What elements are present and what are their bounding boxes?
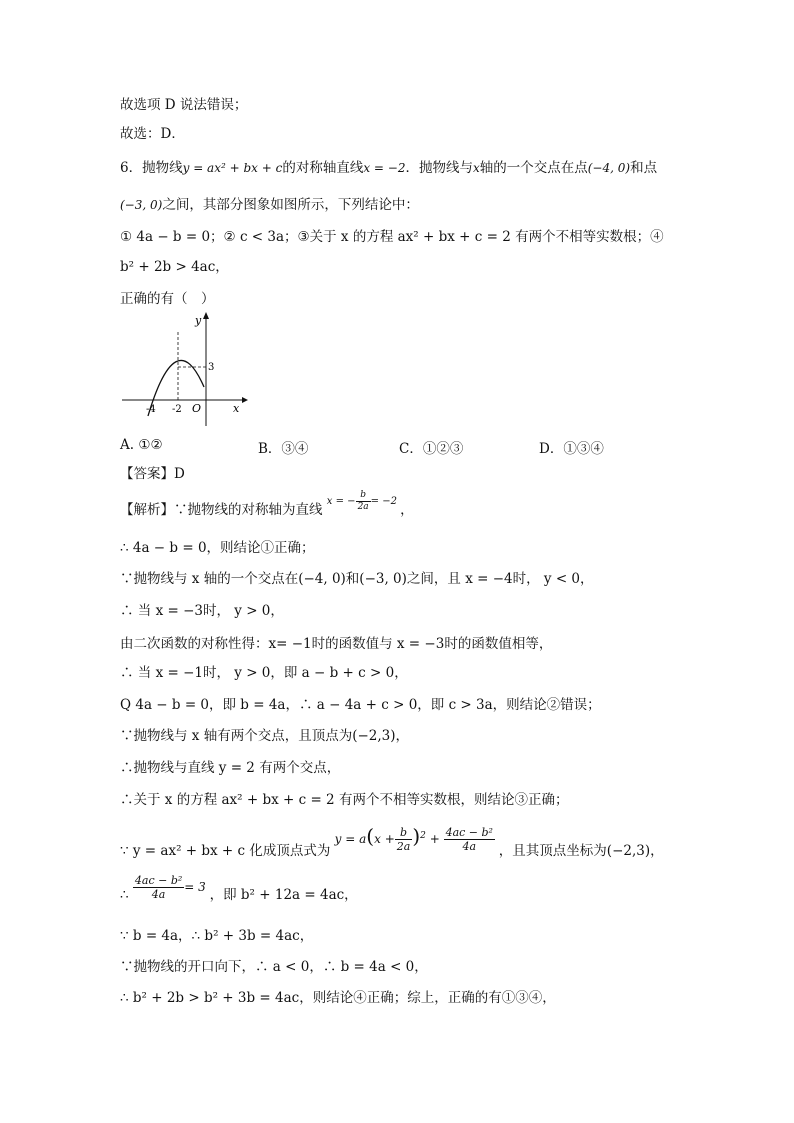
solution-line: ∴ 当 x = −3时， y > 0， [120, 603, 284, 619]
parabola-figure [118, 312, 258, 432]
option-a[interactable]: A. ①② [120, 437, 163, 453]
vertex-form-formula: y = a(x + $\frac{b}{2a}$ )$^2$ + $\frac{\text{4ac − b²}}{4a}$ [334, 824, 493, 853]
text-line: 故选：D． [120, 126, 185, 142]
solution-line: ∴关于 x 的方程 ax² + bx + c = 2 有两个不相等实数根，则结论③正确； [120, 792, 569, 808]
option-b[interactable]: B．③④ [258, 441, 309, 457]
question-stem-cont: (−3, 0)之间，其部分图象如图所示，下列结论中： [120, 197, 419, 213]
y-axis-label: y [195, 314, 202, 327]
y-axis-arrow-icon [203, 312, 209, 319]
x-axis-arrow-icon [242, 397, 248, 403]
solution-line: 【解析】∵抛物线的对称轴为直线 $^{x = - \frac{b}{2a} = -2}$ ， [120, 490, 414, 518]
conclusions-line: b² + 2b > 4ac， [120, 259, 229, 275]
solution-line: ∵抛物线与 x 轴有两个交点，且顶点为(−2,3)， [120, 728, 410, 744]
option-c[interactable]: C．①②③ [399, 441, 464, 457]
question-stem: 6．抛物线y = ax² + bx + c的对称轴直线x = −2．抛物线与x轴的一个交点在点(−4, 0)和点 [120, 160, 658, 176]
conclusions-line: ① 4a − b = 0；② c < 3a；③关于 x 的方程 ax² + bx + c = 2 有两个不相等实数根；④ [120, 229, 664, 245]
solution-line: Q 4a − b = 0，即 b = 4a，∴ a − 4a + c > 0，即 c > 3a，则结论②错误； [120, 697, 601, 713]
solution-line: 由二次函数的对称性得：x= −1时的函数值与 x = −3时的函数值相等， [120, 636, 553, 652]
solution-line: ∴ $\frac{\text{4ac − b²}}{4a}$ = 3 ，即 b² + 12a = 4ac， [120, 874, 358, 904]
option-d[interactable]: D．①③④ [539, 441, 604, 457]
answer-line: 【答案】D [120, 466, 185, 482]
x-axis-label: x [233, 402, 240, 415]
solution-line: ∴ 4a − b = 0，则结论①正确； [120, 540, 315, 556]
question-number: 6． [120, 160, 143, 176]
solution-line: ∴抛物线与直线 y = 2 有两个交点， [120, 760, 341, 776]
tick-label-minus4: -4 [146, 404, 156, 415]
solution-line: ∴ 当 x = −1时， y > 0，即 a − b + c > 0， [120, 665, 408, 681]
axis-formula: x = − b 2a = −2 [326, 490, 397, 512]
tick-label-minus2: -2 [172, 404, 182, 415]
solution-line: ∴ b² + 2b > b² + 3b = 4ac，则结论④正确；综上，正确的有①③④， [120, 990, 556, 1006]
vertex-y-formula: $\frac{\text{4ac − b²}}{4a}$ = 3 [134, 874, 206, 902]
solution-line: ∵抛物线与 x 轴的一个交点在(−4, 0)和(−3, 0)之间，且 x = −4时， y < 0， [120, 571, 594, 587]
origin-label: O [192, 402, 202, 415]
solution-line: ∵ y = ax² + bx + c 化成顶点式为 y = a(x + $\frac{b}{2a}$ )$^2$ + $\frac{\text{4ac − b²}}{4a}$ ，且其顶点坐标为(−2,3)， [120, 824, 664, 859]
solution-line: ∵ b = 4a，∴ b² + 3b = 4ac， [120, 928, 314, 944]
question-ask: 正确的有（ ） [120, 291, 215, 307]
text-line: 故选项 D 说法错误； [120, 97, 248, 113]
solution-line: ∵抛物线的开口向下，∴ a < 0，∴ b = 4a < 0， [120, 959, 428, 975]
tick-label-3: 3 [208, 362, 215, 373]
